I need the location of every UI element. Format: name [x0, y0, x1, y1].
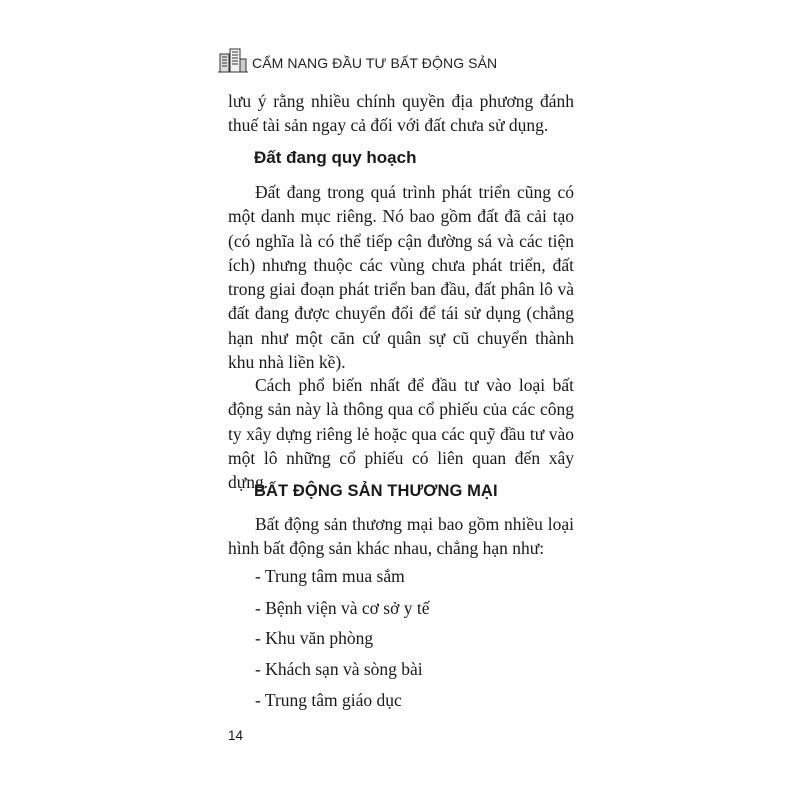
- header-title: CẨM NANG ĐẦU TƯ BẤT ĐỘNG SẢN: [252, 55, 498, 71]
- list-item-shopping: - Trung tâm mua sắm: [255, 566, 405, 586]
- page-number: 14: [228, 728, 244, 743]
- paragraph-developing-land: Đất đang trong quá trình phát triển cũng có một danh mục riêng. Nó bao gồm đất đã cải tạo (có nghĩa là có thể tiếp cận đường sá và các tiện ích) nhưng thuộc các vùng chưa phát triển, đất trong giai đoạn phát triển ban đầu, đất phân lô và đất đang được chuyển đổi để tái sử dụng (chẳng hạn như một căn cứ quân sự cũ chuyển thành khu nhà liền kề).: [228, 182, 574, 373]
- paragraph-investment: Cách phổ biến nhất để đầu tư vào loại bất động sản này là thông qua cổ phiếu của các công ty xây dựng riêng lẻ hoặc qua các quỹ đầu tư vào một lô những cổ phiếu có liên quan đến xây dựng.: [228, 375, 574, 493]
- building-icon: [218, 46, 248, 74]
- list-item-hotel: - Khách sạn và sòng bài: [255, 659, 423, 679]
- paragraph-commercial: Bất động sản thương mại bao gồm nhiều loại hình bất động sản khác nhau, chẳng hạn như:: [228, 514, 574, 559]
- list-item-education: - Trung tâm giáo dục: [255, 690, 402, 710]
- running-header: [218, 46, 497, 74]
- list-item-hospital: - Bệnh viện và cơ sở y tế: [255, 598, 430, 618]
- section-heading-developing-land: Đất đang quy hoạch: [254, 148, 417, 167]
- paragraph-continuation: lưu ý rằng nhiều chính quyền địa phương đánh thuế tài sản ngay cả đối với đất chưa sử dụng.: [228, 91, 574, 136]
- section-heading-commercial: BẤT ĐỘNG SẢN THƯƠNG MẠI: [254, 482, 498, 500]
- list-item-office: - Khu văn phòng: [255, 628, 374, 648]
